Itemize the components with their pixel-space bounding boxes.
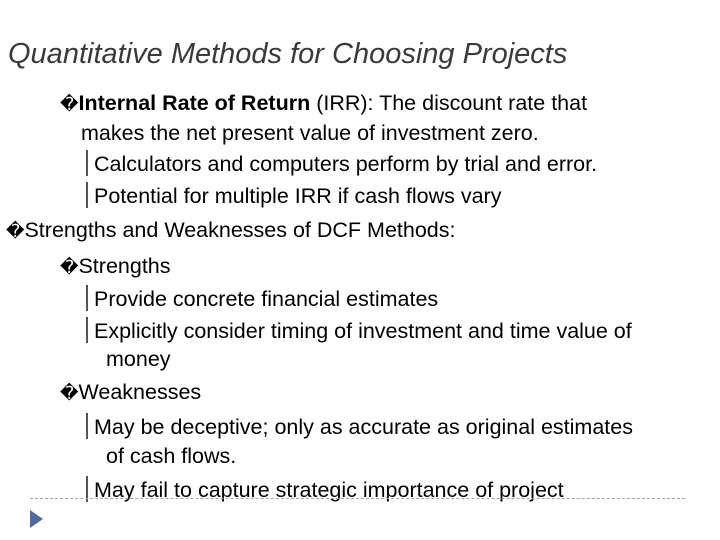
strength-item: Provide concrete financial estimates (86, 283, 438, 313)
strength-item-continuation: money (106, 347, 171, 371)
square-bullet-icon (86, 182, 88, 208)
irr-definition-line2: makes the net present value of investment zero. (81, 121, 539, 145)
irr-term: Internal Rate of Return (78, 91, 311, 115)
play-arrow-icon (30, 510, 43, 528)
irr-definition-line1: (IRR): The discount rate that (310, 91, 588, 115)
bullet-glyph: � (60, 94, 79, 115)
irr-sub-item: Potential for multiple IRR if cash flows vary (86, 180, 501, 210)
footer-divider (30, 498, 685, 499)
square-bullet-icon (86, 150, 88, 176)
weaknesses-heading: �Weaknesses (60, 380, 202, 404)
square-bullet-icon (86, 285, 88, 311)
weakness-item-continuation: of cash flows. (106, 444, 237, 468)
square-bullet-icon (86, 317, 88, 343)
irr-bullet (60, 88, 587, 118)
square-bullet-icon (86, 413, 88, 439)
strength-item: Explicitly consider timing of investment and time value of (86, 315, 632, 345)
slide-title: Quantitative Methods for Choosing Projects (8, 38, 568, 70)
strengths-heading: �Strengths (60, 254, 171, 278)
bullet-glyph: � (60, 383, 79, 404)
bullet-glyph: � (60, 257, 79, 278)
weakness-item: May be deceptive; only as accurate as original estimates (86, 411, 633, 441)
weakness-item: May fail to capture strategic importance of project (86, 474, 564, 504)
dcf-heading: �Strengths and Weaknesses of DCF Methods: (6, 218, 456, 242)
bullet-glyph: � (6, 221, 25, 242)
irr-sub-item: Calculators and computers perform by trial and error. (86, 148, 597, 178)
